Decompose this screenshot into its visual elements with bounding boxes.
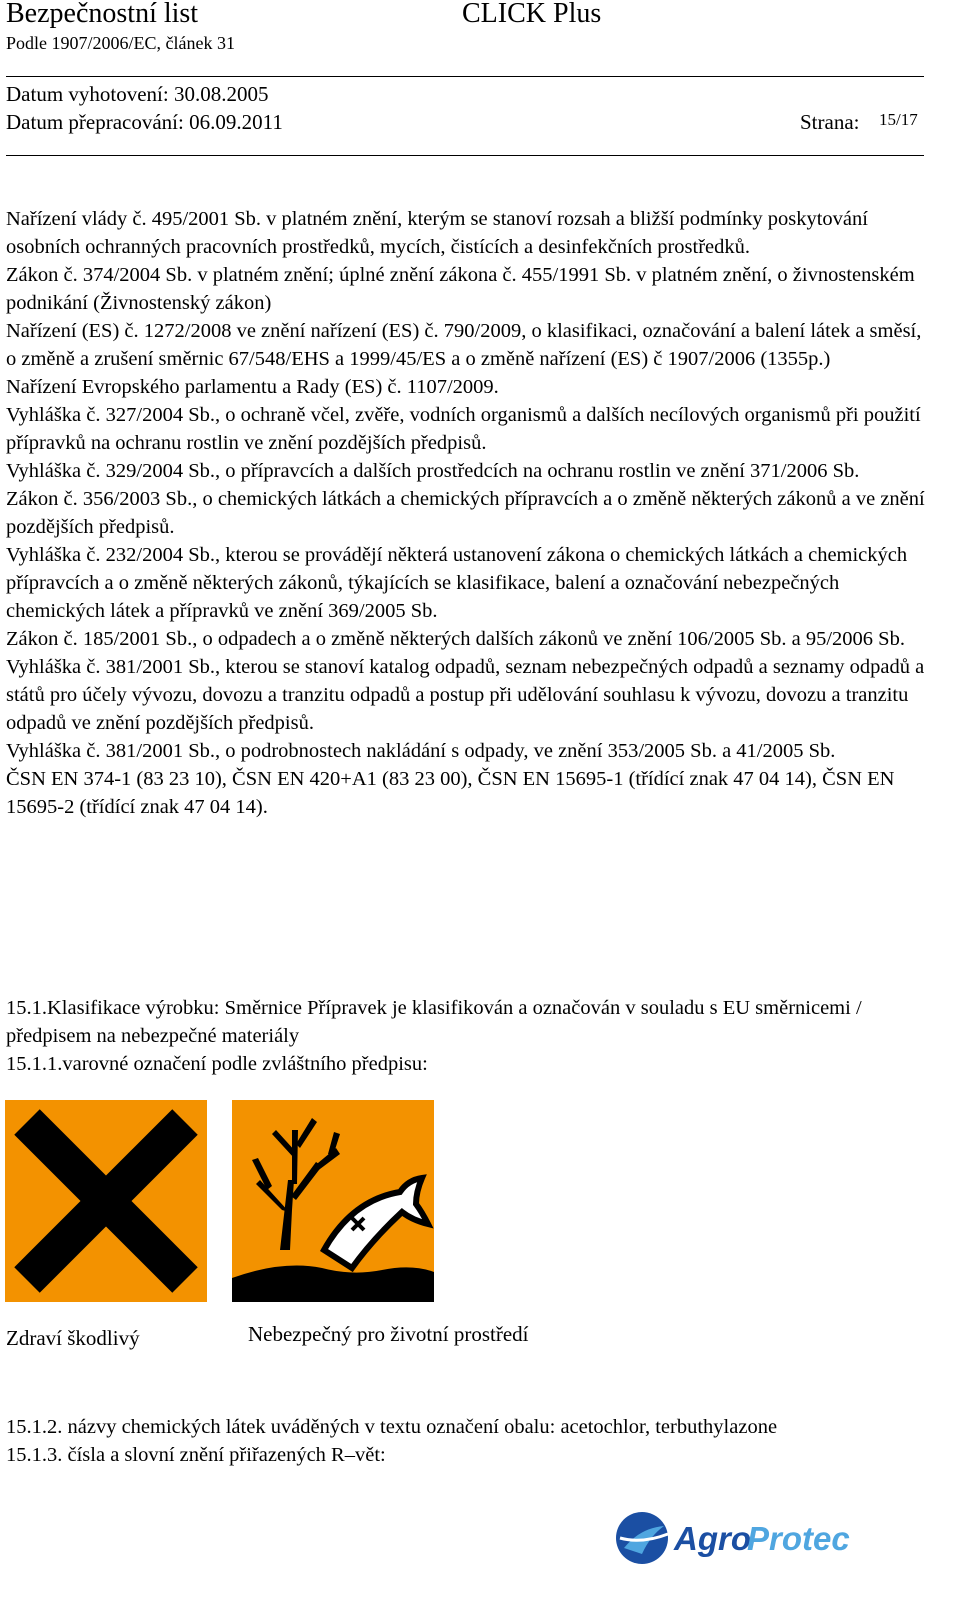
legislation-item: Zákon č. 374/2004 Sb. v platném znění; úplné znění zákona č. 455/1991 Sb. v platném znění, o živnostenském podnikání (Živnostenský zákon) xyxy=(6,264,915,314)
legislation-item: Zákon č. 356/2003 Sb., o chemických látkách a chemických přípravcích a o změně některých zákonů a ve znění pozdějších předpisů. xyxy=(6,488,925,538)
regulation-reference: Podle 1907/2006/EC, článek 31 xyxy=(6,33,235,53)
page-number: 15/17 xyxy=(879,110,918,129)
legislation-item: Vyhláška č. 381/2001 Sb., kterou se stanoví katalog odpadů, seznam nebezpečných odpadů a seznamy odpadů a států pro účely vývozu, dovozu a tranzitu odpadů a postup při udělování souhlasu k vývozu, dovozu a tranzitu odpadů ve znění pozdějších předpisů. xyxy=(6,656,925,734)
legislation-item: Vyhláška č. 381/2001 Sb., o podrobnostech nakládání s odpady, ve znění 353/2005 Sb. a 41/2005 Sb. xyxy=(6,740,836,762)
harmful-label: Zdraví škodlivý xyxy=(6,1326,140,1350)
harmful-x-symbol xyxy=(5,1100,207,1302)
legislation-item: Zákon č. 185/2001 Sb., o odpadech a o změně některých dalších zákonů ve znění 106/2005 Sb. a 95/2006 Sb. xyxy=(6,628,905,650)
section-15-1-2: 15.1.2. názvy chemických látek uváděných v textu označení obalu: acetochlor, terbuthylazone xyxy=(6,1416,778,1438)
agroprotec-logo-graphic xyxy=(612,1508,872,1568)
product-name: CLICK Plus xyxy=(462,0,602,29)
page-label: Strana: xyxy=(800,110,860,134)
legislation-item: Vyhláška č. 329/2004 Sb., o přípravcích a dalších prostředcích na ochranu rostlin ve znění 371/2006 Sb. xyxy=(6,460,860,482)
ground xyxy=(232,1266,434,1302)
harmful-x-icon xyxy=(5,1100,207,1302)
created-date: Datum vyhotovení: 30.08.2005 xyxy=(6,82,269,106)
section-15-1-1: 15.1.1.varovné označení podle zvláštního předpisu: xyxy=(6,1053,428,1075)
logo-text-protec: Protec xyxy=(747,1520,850,1557)
legislation-item: Vyhláška č. 232/2004 Sb., kterou se provádějí některá ustanovení zákona o chemických látkách a chemických přípravcích a o změně některých zákonů, týkajících se klasifikace, balení a označování nebezpečných chemických látek a přípravků ve znění 369/2005 Sb. xyxy=(6,544,908,622)
classification-section xyxy=(6,994,934,1078)
section-15-1-3: 15.1.3. čísla a slovní znění přiřazených R–vět: xyxy=(6,1444,386,1466)
legislation-item: Vyhláška č. 327/2004 Sb., o ochraně včel, zvěře, vodních organismů a dalších necílových organismů při použití přípravků na ochranu rostlin ve znění pozdějších předpisů. xyxy=(6,404,921,454)
legislation-item: Nařízení Evropského parlamentu a Rady (ES) č. 1107/2009. xyxy=(6,376,499,398)
document-title: Bezpečnostní list xyxy=(6,0,199,29)
legislation-item: Nařízení (ES) č. 1272/2008 ve znění nařízení (ES) č. 790/2009, o klasifikaci, označování a balení látek a směsí, o změně a zrušení směrnic 67/548/EHS a 1999/45/ES a o změně nařízení (ES) č 1907/2006 (1355p.) xyxy=(6,320,922,370)
environment-hazard-icon xyxy=(232,1100,434,1302)
header-rule-bottom xyxy=(6,155,924,156)
environment-label: Nebezpečný pro životní prostředí xyxy=(248,1322,529,1346)
logo-text-agro: Agro xyxy=(674,1520,751,1557)
agroprotec-logo xyxy=(612,1508,872,1568)
legislation-item: ČSN EN 374-1 (83 23 10), ČSN EN 420+A1 (83 23 00), ČSN EN 15695-1 (třídící znak 47 04 14), ČSN EN 15695-2 (třídící znak 47 04 14). xyxy=(6,768,895,818)
environment-hazard-symbol xyxy=(232,1100,434,1302)
revised-date: Datum přepracování: 06.09.2011 xyxy=(6,110,283,134)
header-rule-top xyxy=(6,76,924,77)
legislation-list xyxy=(6,205,934,821)
legislation-item: Nařízení vlády č. 495/2001 Sb. v platném znění, kterým se stanoví rozsah a bližší podmínky poskytování osobních ochranných pracovních prostředků, mycích, čistících a desinfekčních prostředků. xyxy=(6,208,868,258)
section-15-1: 15.1.Klasifikace výrobku: Směrnice Přípravek je klasifikován a označován v souladu s EU směrnicemi / předpisem na nebezpečné materiály xyxy=(6,997,862,1047)
